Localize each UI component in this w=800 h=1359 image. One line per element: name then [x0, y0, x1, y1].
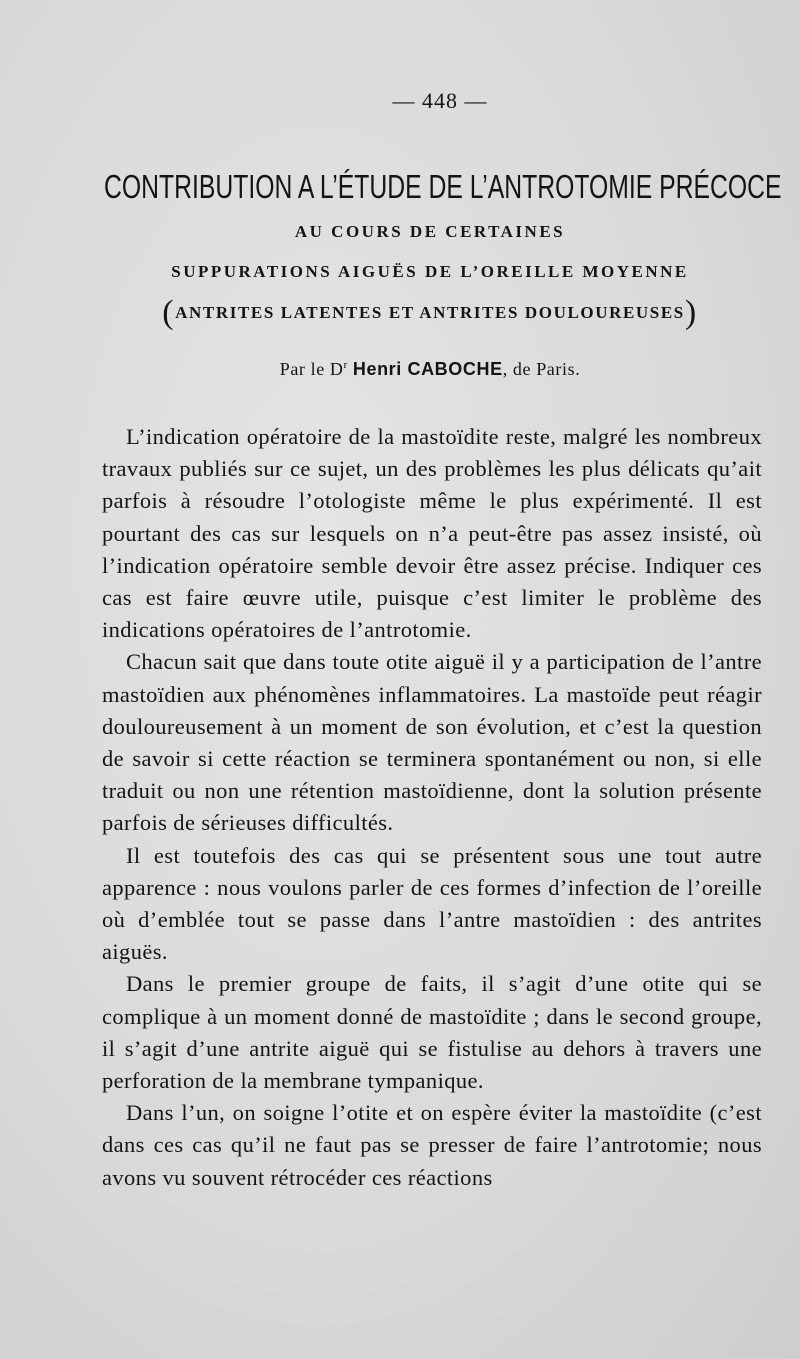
page-number: — 448 — — [392, 88, 488, 113]
subtitle-line-1: AU COURS DE CERTAINES — [294, 222, 566, 241]
paragraph: Il est toutefois des cas qui se présentent sous une tout autre apparence : nous voulons parler de ces formes d’infection de l’oreille où d’emblée tout se passe dans l’antre mastoïdien : des antrites aiguës. — [102, 842, 762, 965]
paragraph: Chacun sait que dans toute otite aiguë il y a participation de l’antre mastoïdien aux phénomènes inflammatoires. La mastoïde peut réagir douloureusement à un moment de son évolution, et c’est la question de savoir si cette réaction se terminera spontanément ou non, si elle traduit ou non une rétention mastoïdienne, dont la solution présente parfois de sérieuses difficultés. — [102, 649, 762, 836]
paragraph: Dans l’un, on soigne l’otite et on espère éviter la mastoïdite (c’est dans ces cas qu’il ne faut pas se presser de faire l’antrotomie; nous avons vu souvent rétrocéder ces réactions — [102, 1100, 762, 1190]
byline-suffix: , de Paris. — [502, 359, 581, 379]
article-body — [102, 421, 762, 1194]
close-parenthesis: ) — [684, 294, 698, 331]
author-name: Henri CABOCHE — [352, 359, 503, 379]
subtitle-line-2: SUPPURATIONS AIGUËS DE L’OREILLE MOYENNE — [171, 262, 689, 281]
byline — [0, 359, 800, 380]
open-parenthesis: ( — [162, 294, 176, 331]
paragraph: Dans le premier groupe de faits, il s’agit d’une otite qui se complique à un moment donné de mastoïdite ; dans le second groupe, il s’agit d’une antrite aiguë qui se fistulise au dehors à travers une perforation de la membrane tympanique. — [102, 971, 762, 1094]
byline-prefix-sup: r — [343, 359, 348, 371]
subtitle-line-3-text: ANTRITES LATENTES ET ANTRITES DOULOUREUSES — [175, 303, 685, 322]
byline-prefix: Par le D — [279, 359, 344, 379]
subtitle-line-3 — [100, 294, 760, 332]
paragraph: L’indication opératoire de la mastoïdite reste, malgré les nombreux travaux publiés sur ce sujet, un des problèmes les plus délicats qu’ait parfois à résoudre l’otologiste même le plus expérimenté. Il est pourtant des cas sur lesquels on n’a peut-être pas assez insisté, où l’indication opératoire semble devoir être assez précise. Indiquer ces cas est faire œuvre utile, puisque c’est limiter le problème des indications opératoires de l’antrotomie. — [102, 424, 762, 643]
article-title: CONTRIBUTION A L’ÉTUDE DE L’ANTROTOMIE PRÉCOCE — [104, 168, 782, 205]
